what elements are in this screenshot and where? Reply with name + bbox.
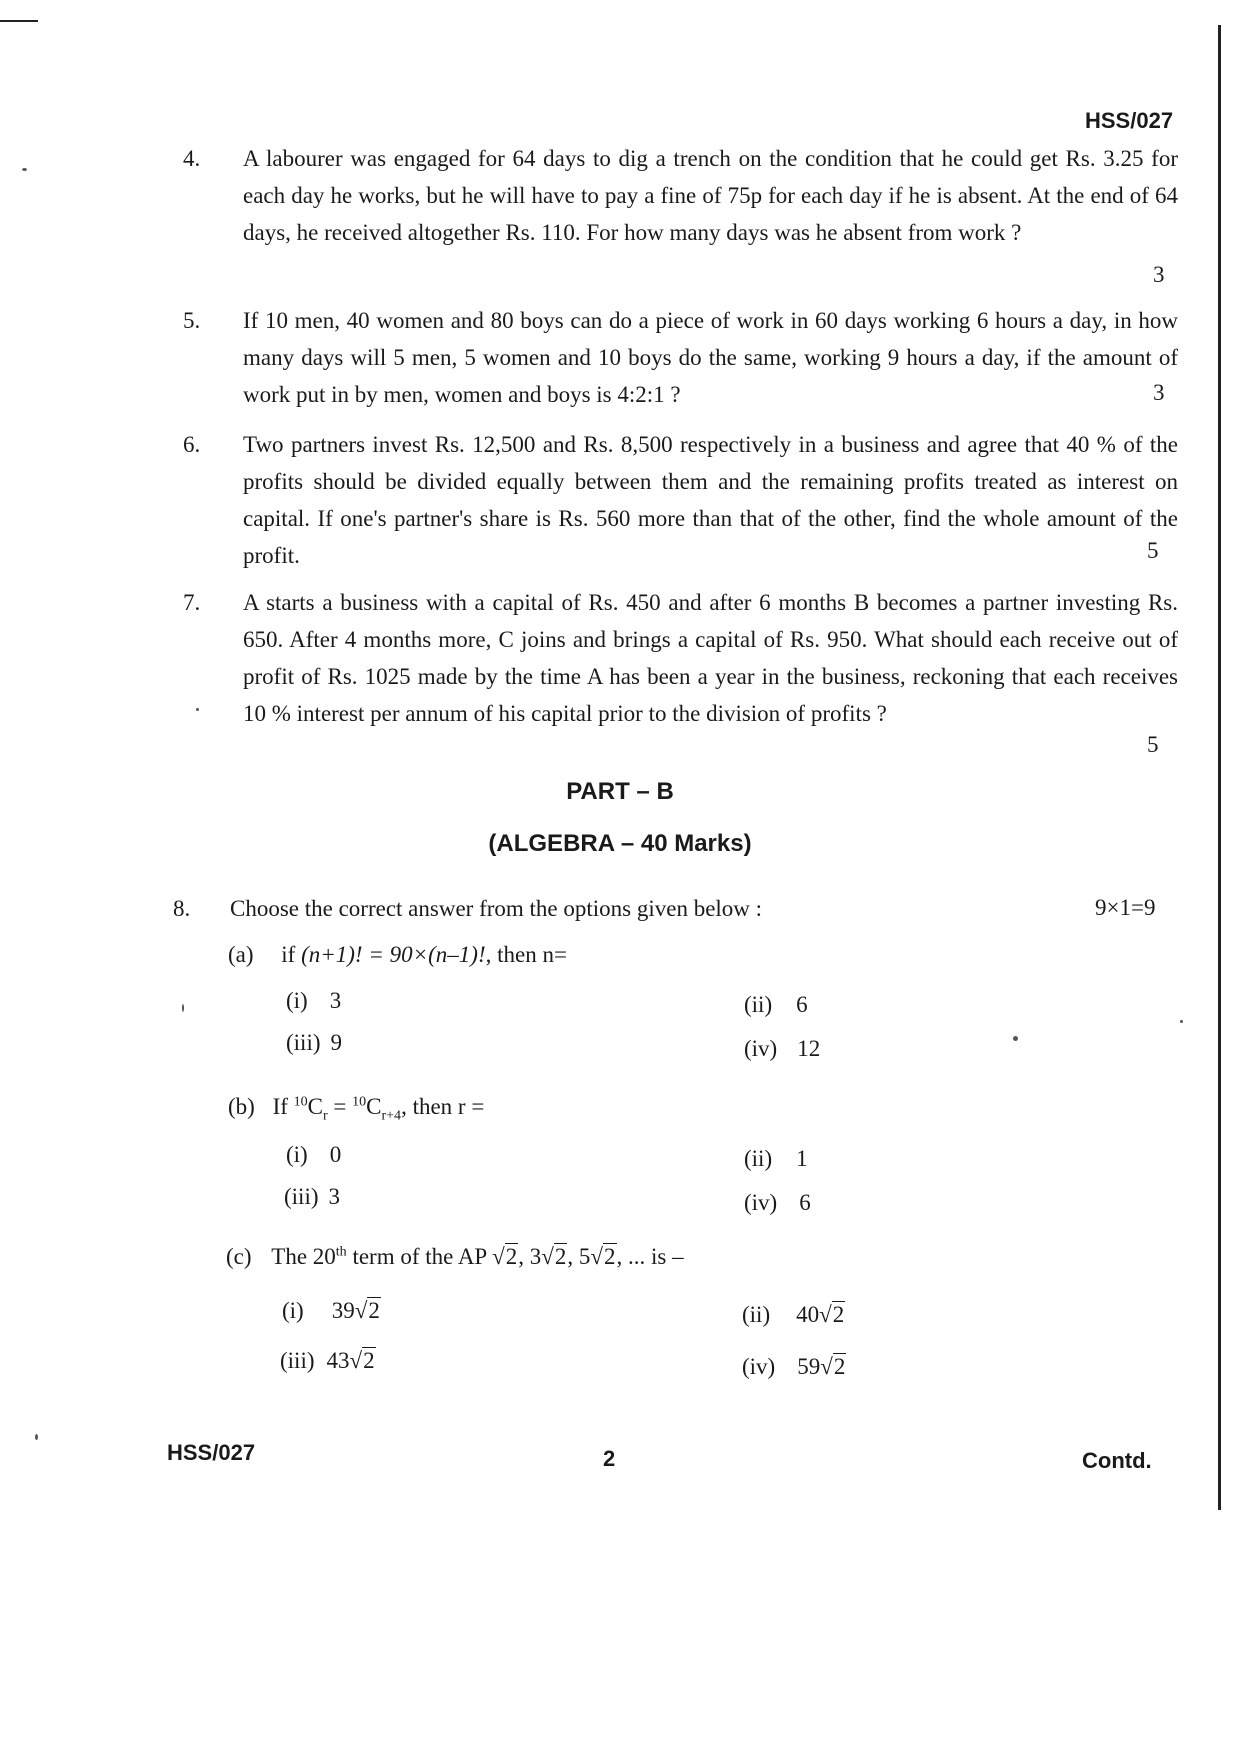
option-label: (i) xyxy=(282,1298,304,1323)
ordinal-suffix: th xyxy=(335,1244,347,1260)
sub-prefix: if xyxy=(281,942,302,967)
option-label: (iv) xyxy=(744,1036,778,1061)
question-text: If 10 men, 40 women and 80 boys can do a piece of work in 60 days working 6 hours a day, in how many days will 5 men, 5 women and 10 boys do the same, working 9 hours a day, if the amount of work put in by men, women and boys is 4:2:1 ? xyxy=(243,308,1178,407)
option-a-i xyxy=(286,988,341,1014)
sub-suffix: , then r = xyxy=(401,1094,485,1119)
option-sqrt: √2 xyxy=(354,1298,380,1323)
option-label: (i) xyxy=(286,1142,308,1167)
part-b-subtitle: (ALGEBRA – 40 Marks) xyxy=(488,830,752,857)
sqrt-term-3: √2 xyxy=(590,1244,616,1269)
sub-tail: , ... is – xyxy=(616,1244,684,1269)
continued-label: Contd. xyxy=(1082,1448,1152,1473)
header-paper-code: HSS/027 xyxy=(1085,108,1174,133)
sub-question-b xyxy=(228,1094,484,1125)
scan-speck xyxy=(35,1434,38,1440)
scan-speck xyxy=(1180,1020,1183,1023)
question-text: Two partners invest Rs. 12,500 and Rs. 8,500 respectively in a business and agree that 40 % of the profits should be divided equally between them and the remaining profits treated as interest on capital. If one's partner's share is Rs. 560 more than that of the other, find the whole amount of the profit. xyxy=(243,432,1178,568)
term-2-coef: 3 xyxy=(529,1244,542,1269)
option-label: (ii) xyxy=(744,992,773,1017)
option-b-i xyxy=(286,1142,341,1168)
option-sqrt: √2 xyxy=(349,1348,375,1373)
option-c-ii xyxy=(742,1302,845,1328)
scan-border-line xyxy=(1218,25,1221,1510)
option-value: 6 xyxy=(796,992,808,1017)
option-b-ii xyxy=(744,1146,808,1172)
question-7-marks: 5 xyxy=(1147,732,1159,757)
option-a-iv xyxy=(744,1036,820,1062)
option-b-iv xyxy=(744,1190,811,1216)
combination-n: 10 xyxy=(352,1094,367,1110)
option-coef: 40 xyxy=(796,1302,820,1327)
radicand: 2 xyxy=(368,1298,380,1323)
radicand: 2 xyxy=(832,1302,845,1327)
option-label: (ii) xyxy=(744,1146,773,1171)
scan-speck xyxy=(22,168,27,171)
option-a-iii xyxy=(286,1030,342,1056)
scan-speck xyxy=(1013,1036,1018,1041)
option-b-iii xyxy=(284,1184,340,1210)
combination-r: r xyxy=(323,1108,328,1124)
sub-prefix: The 20 xyxy=(271,1244,336,1269)
scan-speck xyxy=(182,1004,184,1012)
term-3-coef: 5 xyxy=(578,1244,591,1269)
option-coef: 43 xyxy=(326,1348,350,1373)
factorial-equation: (n+1)! = 90×(n–1)! xyxy=(301,942,486,967)
radicand: 2 xyxy=(363,1348,375,1373)
radicand: 2 xyxy=(505,1244,518,1269)
question-number: 7. xyxy=(183,590,201,615)
option-label: (iii) xyxy=(286,1030,321,1055)
radicand: 2 xyxy=(833,1354,846,1379)
question-5-marks: 3 xyxy=(1153,380,1165,405)
radicand: 2 xyxy=(604,1244,616,1269)
option-coef: 39 xyxy=(331,1298,355,1323)
option-sqrt: √2 xyxy=(820,1354,846,1379)
sqrt-term-1: √2 xyxy=(492,1244,518,1269)
sub-label: (c) xyxy=(226,1244,252,1269)
option-value: 1 xyxy=(796,1146,808,1171)
sqrt-term-2: √2 xyxy=(541,1244,567,1269)
radicand: 2 xyxy=(554,1244,567,1269)
option-value: 12 xyxy=(797,1036,821,1061)
sub-question-a xyxy=(228,942,567,968)
option-a-ii xyxy=(744,992,808,1018)
option-value: 3 xyxy=(329,988,342,1013)
combination-r-plus-4: r+4 xyxy=(381,1108,402,1124)
scan-speck xyxy=(196,708,199,711)
option-c-i xyxy=(282,1298,381,1324)
option-c-iii xyxy=(280,1348,376,1374)
option-coef: 59 xyxy=(797,1354,821,1379)
combination-c: C xyxy=(366,1094,382,1119)
footer-paper-code: HSS/027 xyxy=(167,1440,256,1465)
sub-middle: term of the AP xyxy=(346,1244,493,1269)
option-label: (i) xyxy=(286,988,308,1013)
scan-edge-mark xyxy=(0,20,38,22)
question-number: 6. xyxy=(183,432,201,457)
sub-label: (a) xyxy=(228,942,254,967)
sub-suffix: , then n= xyxy=(485,942,567,967)
question-number: 4. xyxy=(183,146,201,171)
question-text: Choose the correct answer from the options given below : xyxy=(230,896,763,921)
option-value: 3 xyxy=(328,1184,340,1209)
sub-prefix: If xyxy=(272,1094,294,1119)
sub-label: (b) xyxy=(228,1094,255,1119)
option-label: (ii) xyxy=(742,1302,771,1327)
option-label: (iii) xyxy=(284,1184,319,1209)
equals-sign: = xyxy=(327,1094,353,1119)
question-number: 5. xyxy=(183,308,201,333)
question-text: A starts a business with a capital of Rs. 450 and after 6 months B becomes a partner investing Rs. 650. After 4 months more, C joins and brings a capital of Rs. 950. What should each receive out of profit of Rs. 1025 made by the time A has been a year in the business, reckoning that each receives 10 % interest per annum of his capital prior to the division of profits ? xyxy=(243,590,1178,726)
question-4-marks: 3 xyxy=(1153,262,1165,287)
combination-c: C xyxy=(307,1094,323,1119)
page-number: 2 xyxy=(603,1446,616,1471)
part-b-title: PART – B xyxy=(566,778,674,805)
option-value: 9 xyxy=(330,1030,342,1055)
option-label: (iv) xyxy=(742,1354,776,1379)
option-value: 6 xyxy=(799,1190,811,1215)
question-text: A labourer was engaged for 64 days to dig a trench on the condition that he could get Rs. 3.25 for each day he works, but he will have to pay a fine of 75p for each day if he is absent. At the end of 64 days, he received altogether Rs. 110. For how many days was he absent from work ? xyxy=(243,146,1178,245)
question-6-marks: 5 xyxy=(1147,538,1159,563)
question-8-marks: 9×1=9 xyxy=(1095,895,1156,920)
option-label: (iv) xyxy=(744,1190,778,1215)
combination-n: 10 xyxy=(293,1094,308,1110)
option-label: (iii) xyxy=(280,1348,315,1373)
option-c-iv xyxy=(742,1354,846,1380)
option-value: 0 xyxy=(329,1142,342,1167)
option-sqrt: √2 xyxy=(819,1302,845,1327)
question-number: 8. xyxy=(173,896,191,921)
sub-question-c: (c) The 20th term of the AP √2, 3√2, 5√2, ... is – xyxy=(226,1244,684,1269)
